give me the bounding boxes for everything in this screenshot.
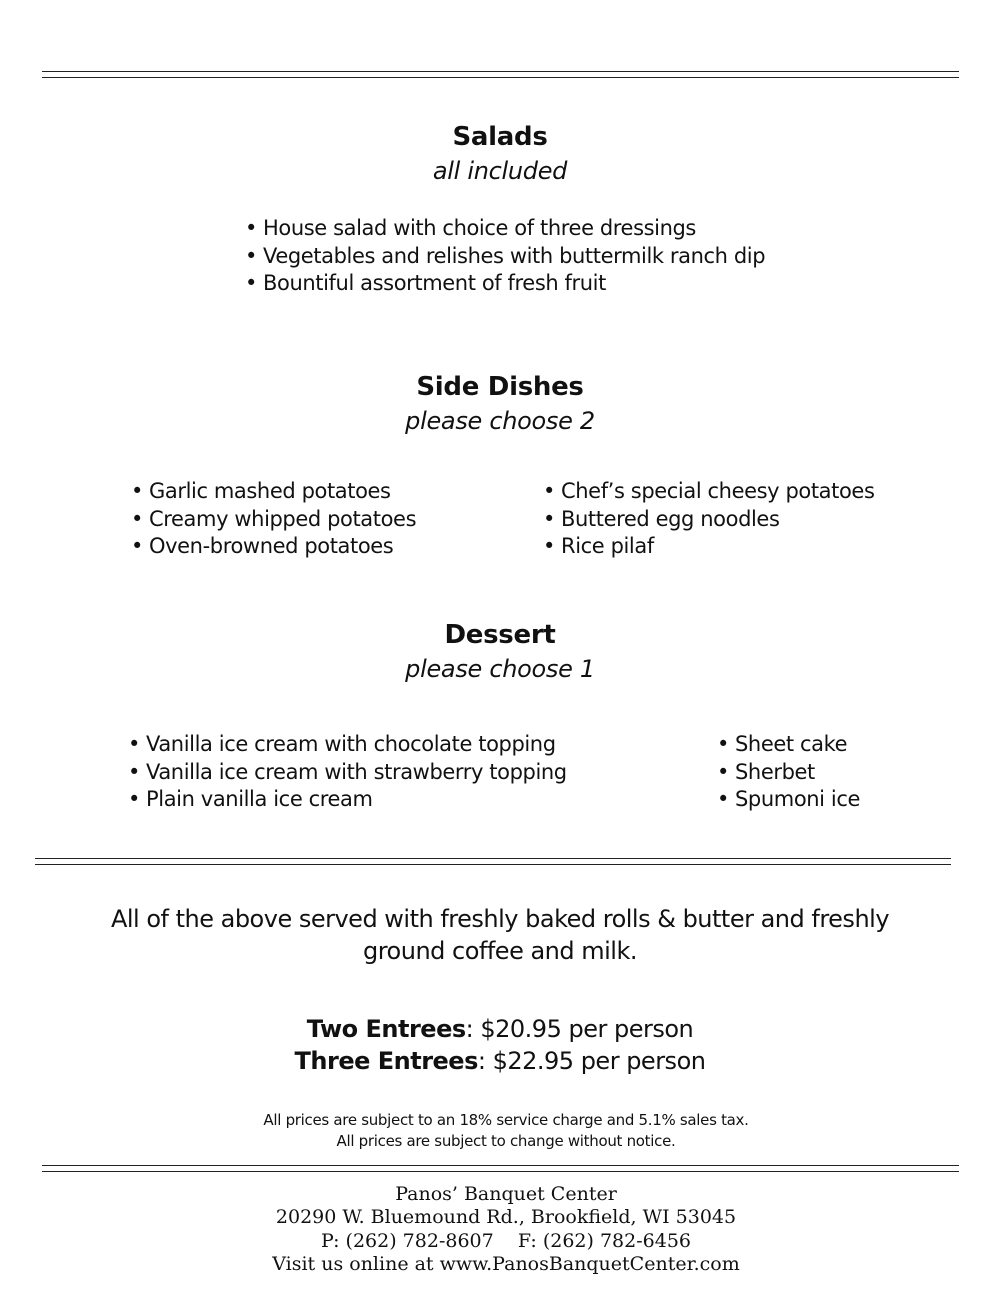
list-item: • House salad with choice of three dressings [245,215,765,243]
list-item: • Buttered egg noodles [543,506,875,534]
list-item: • Garlic mashed potatoes [131,478,416,506]
side-dishes-title: Side Dishes [416,372,584,402]
list-item: • Sheet cake [717,731,860,759]
list-item: • Oven-browned potatoes [131,533,416,561]
served-note [0,903,1000,967]
list-item: • Vegetables and relishes with buttermilk ranch dip [245,243,765,271]
price-two-entrees [0,1013,1000,1045]
footer-venue-name: Panos’ Banquet Center [395,1183,617,1205]
fine-print-line-1: All prices are subject to an 18% service charge and 5.1% sales tax. [263,1111,749,1129]
middle-double-rule [35,858,951,865]
footer-phones: P: (262) 782-8607 F: (262) 782-6456 [321,1230,691,1252]
price-three-entrees [0,1045,1000,1077]
list-item: • Bountiful assortment of fresh fruit [245,270,765,298]
footer-address: 20290 W. Bluemound Rd., Brookfield, WI 53045 [275,1206,737,1228]
fine-print-line-2: All prices are subject to change without notice. [336,1132,676,1150]
side-dishes-subtitle: please choose 2 [405,407,595,435]
side-dishes-left-list [131,478,416,561]
dessert-left-list [128,731,567,814]
list-item: • Vanilla ice cream with chocolate topping [128,731,567,759]
list-item: • Rice pilaf [543,533,875,561]
served-note-line-2: ground coffee and milk. [362,937,637,965]
price-two-label: Two Entrees [306,1015,466,1043]
dessert-right-list [717,731,860,814]
list-item: • Plain vanilla ice cream [128,786,567,814]
footer-website: Visit us online at www.PanosBanquetCenter.com [272,1253,740,1275]
list-item: • Creamy whipped potatoes [131,506,416,534]
top-double-rule [42,71,959,78]
price-two-value: : $20.95 per person [465,1015,694,1043]
fine-print [6,1110,1000,1152]
salads-subtitle: all included [432,157,568,185]
salads-list [245,215,765,298]
list-item: • Chef’s special cheesy potatoes [543,478,875,506]
list-item: • Sherbet [717,759,860,787]
dessert-title: Dessert [444,620,556,650]
bottom-double-rule [42,1165,959,1172]
pricing-block [0,1013,1000,1077]
list-item: • Vanilla ice cream with strawberry topping [128,759,567,787]
dessert-subtitle: please choose 1 [405,655,595,683]
price-three-value: : $22.95 per person [477,1047,706,1075]
side-dishes-right-list [543,478,875,561]
price-three-label: Three Entrees [294,1047,478,1075]
salads-title: Salads [452,122,548,152]
served-note-line-1: All of the above served with freshly baked rolls & butter and freshly [110,905,890,933]
list-item: • Spumoni ice [717,786,860,814]
